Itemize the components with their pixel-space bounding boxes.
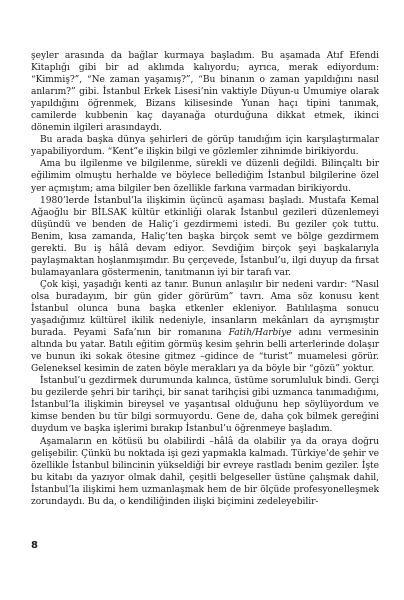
paragraph: şeyler arasında da bağlar kurmaya başladım. Bu aşamada Atıf Efendi Kitaplığı gibi bir ad aklımda kalıyordu; ayrıca, merak ediyordum: “Kimmiş?”, “Ne zaman yaşamış?”, “Bu binanın o zaman yapıldığını nasıl anlarım?” gibi. İstanbul Erkek Lisesi’nin vaktiyle Düyun-u Umumiye olarak yapıldığını öğrenmek, Bizans kilisesinde Yunan haçı tipini tanımak, camilerde kubbenin kaç dayanağa oturduğuna dikkat etmek, ikinci dönemin ilgileri arasındaydı. [31,51,379,134]
paragraph: 1980’lerde İstanbul’la ilişkimin üçüncü aşaması başladı. Mustafa Kemal Ağaoğlu bir BİLSAK kültür etkinliği olarak İstanbul gezileri düzenlemeyi düşündü ve benden de Haliç’i gezdirmemi istedi. Bu geziler çok tuttu. Benim, kısa zamanda, Haliç’ten başka birçok semt ve bölge gezdirmem gerekti. Bu iş hâlâ devam ediyor. Sevdiğim birçok şeyi başkalarıyla paylaşmaktan hoşlanmışımdır. Bu çerçevede, İstanbul’u, ilgi duyup da fırsat bulamayanlara göstermenin, tanıtmanın iyi bir tarafı var. [31,195,379,278]
paragraph: Bu arada başka dünya şehirleri de görüp tanıdığım için karşılaştırmalar yapabiliyordum. “Kent”e ilişkin bilgi ve gözlemler zihnimde birikiyordu. [31,135,379,158]
book-page [31,50,379,508]
novel-title: Fatih/Harbiye [228,328,292,339]
paragraph: Çok kişi, yaşadığı kenti az tanır. Bunun anlaşılır bir nedeni vardır: “Nasıl olsa buradayım, bir gün gider görürüm” tavrı. Ama söz konusu kent İstanbul olunca buna başka etkenler ekleniyor. Batılılaşma sonucu yaşadığımız kültürel ikilik nedeniyle, insanların mekânları da ayrışmıştır burada. Peyami Safa’nın bir romanına Fatih/Harbiye adını vermesinin altında bu yatar. Batılı eğitim görmüş kesim şehrin belli arterlerinde dolaşır ve bunun iki sokak ötesine gitmez –gidince de “turist” muamelesi görür. Geleneksel kesimin de zaten böyle merakları ya da böyle bir “gözü” yoktur. [31,279,379,375]
paragraph: Aşamaların en kötüsü bu olabilirdi –hâlâ da olabilir ya da oraya doğru gelişebilir. Çünkü bu noktada işi gezi yapmakla kalmadı. Türkiye’de şehir ve özellikle İstanbul bilincinin yükseldiği bir evreye rastladı benim geziler. İşte bu kitabı da yazıyor olmak dahil, çeşitli belgeseller üstüne çalışmak dahil, İstanbul’la ilişkimi hem uzmanlaşmak hem de bir ölçüde profesyonelleşmek zorundaydı. Bu da, o kendiliğinden ilişki biçimini zedeleyebilir- [31,436,379,507]
page-number: 8 [31,540,38,551]
paragraph: İstanbul’u gezdirmek durumunda kalınca, üstüme sorumluluk bindi. Gerçi bu gezilerde şehri bir tarihçi, bir sanat tarihçisi gibi uzmanca tanımadığımı, İstanbul’la ilişkimin bireysel ve yaşantısal olduğunu hep söylüyordum ve kimse benden bu tür bilgi sormuyordu. Gene de, daha çok bilmek gereğini duydum ve başka işlerimi bırakıp İstanbul’u öğrenmeye başladım. [31,376,379,435]
paragraph: Ama bu ilgilenme ve bilgilenme, sürekli ve düzenli değildi. Bilinçaltı bir eğilimim olmuştu herhalde ve böylece bellediğim İstanbul bilgilerine özel yer açmıştım; ama bilgiler ben özellikle farkına varmadan birikiyordu. [31,159,379,194]
body-text [31,50,379,508]
